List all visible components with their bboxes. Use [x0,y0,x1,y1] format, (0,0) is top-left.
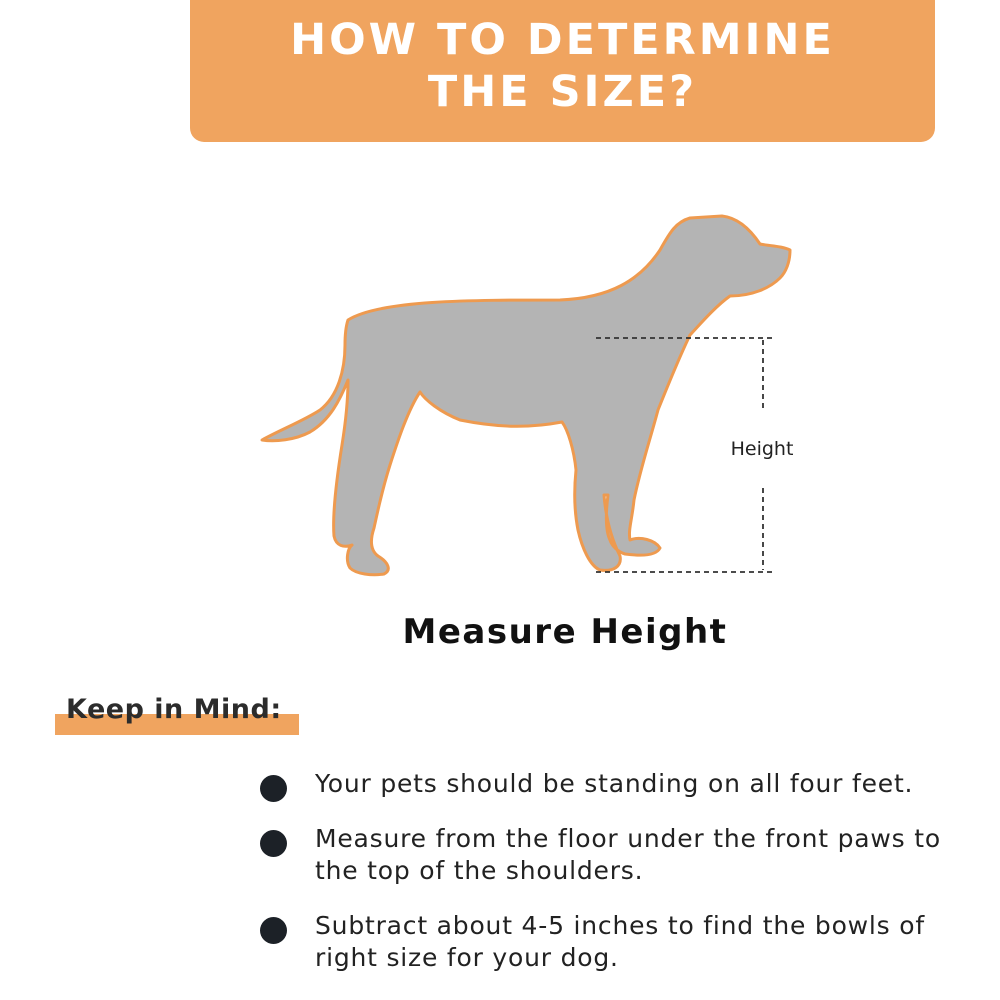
tip-item [260,768,980,800]
tip-text: Subtract about 4-5 inches to find the bowls of right size for your dog. [315,911,925,972]
tip-text: Measure from the floor under the front paws to the top of the shoulders. [315,824,941,885]
header-title-line-1: HOW TO DETERMINE [290,15,835,65]
bullet-icon [260,917,287,944]
bullet-icon [260,775,287,802]
tips-list [260,768,980,997]
keep-in-mind-title: Keep in Mind: [66,694,282,725]
tip-item [260,823,980,887]
tip-item [260,910,980,974]
header-title-line-2: THE SIZE? [427,67,698,117]
measure-height-caption: Measure Height [402,612,728,652]
height-label: Height [730,438,794,460]
dog-silhouette-icon [262,216,790,575]
bullet-icon [260,830,287,857]
tip-text: Your pets should be standing on all four feet. [315,769,914,798]
